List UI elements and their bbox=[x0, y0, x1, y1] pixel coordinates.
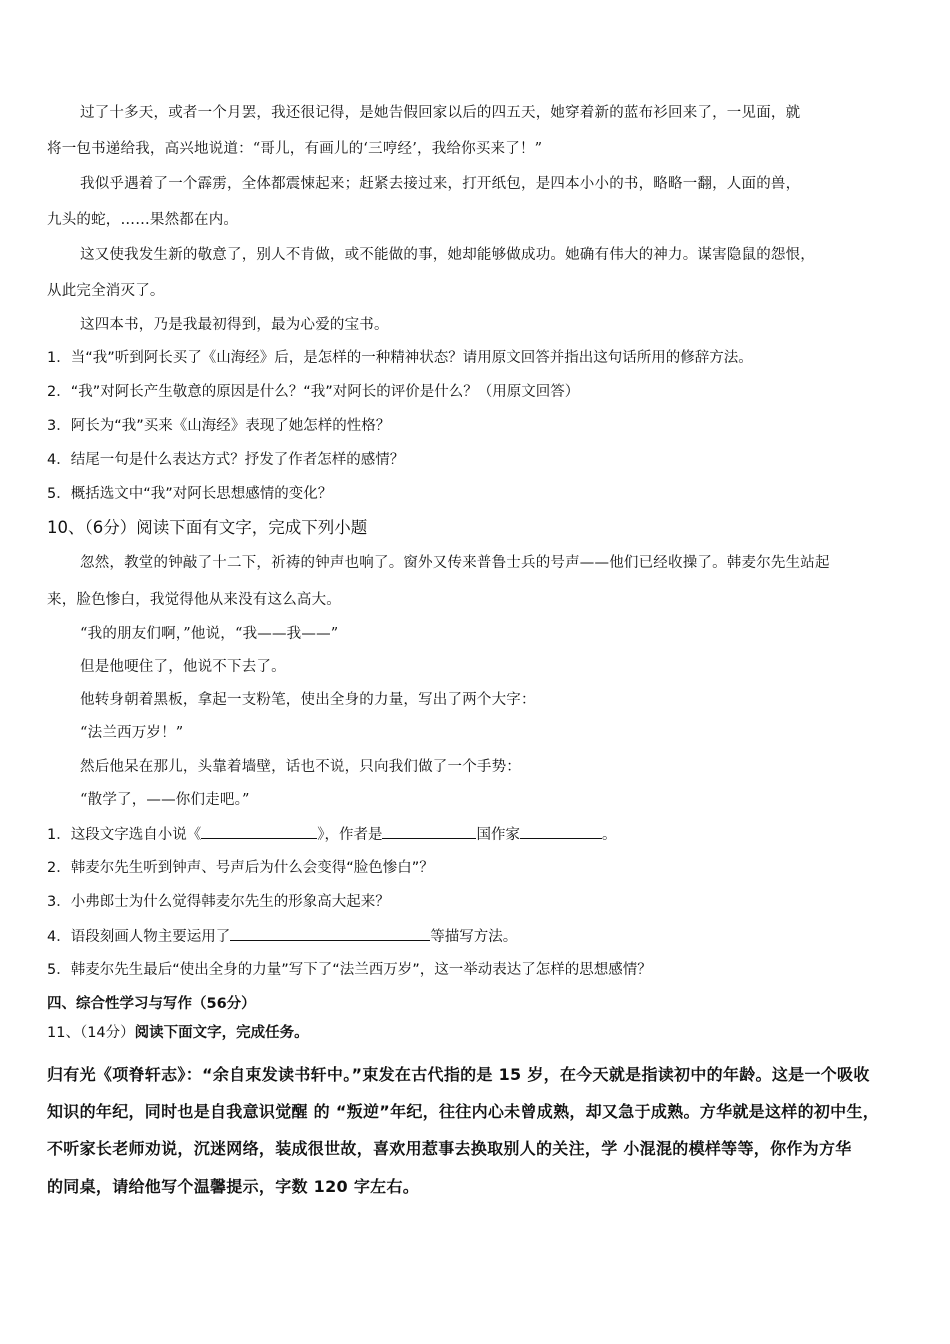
passage1-line: 这又使我发生新的敬意了，别人不肯做，或不能做的事，她却能够做成功。她确有伟大的神力。谋害隐鼠的怨恨， bbox=[80, 247, 815, 263]
passage2-line: 他转身朝着黑板，拿起一支粉笔，使出全身的力量，写出了两个大字： bbox=[80, 692, 536, 708]
question-item: 1．当“我”听到阿长买了《山海经》后，是怎样的一种精神状态？请用原文回答并指出这句话所用的修辞方法。 bbox=[47, 350, 753, 366]
question-item: 2．“我”对阿长产生敬意的原因是什么？“我”对阿长的评价是什么？（用原文回答） bbox=[47, 384, 580, 400]
question-text: 等描写方法。 bbox=[430, 929, 518, 945]
passage1-line: 从此完全消灭了。 bbox=[47, 283, 165, 299]
passage1-line: 我似乎遇着了一个霹雳，全体都震悚起来；赶紧去接过来，打开纸包，是四本小小的书，略略一翻，人面的兽， bbox=[80, 176, 801, 192]
answer-blank[interactable] bbox=[201, 824, 317, 839]
task-line: 归有光《项脊轩志》：“余自束发读书轩中。”束发在古代指的是 15 岁，在今天就是指读初中的年龄。这是一个吸收 bbox=[47, 1065, 870, 1084]
passage1-line: 将一包书递给我，高兴地说道：“哥儿，有画儿的‘三哼经’，我给你买来了！” bbox=[47, 141, 543, 157]
passage2-line: 但是他哽住了，他说不下去了。 bbox=[80, 659, 286, 675]
question-item: 3．小弗郎士为什么觉得韩麦尔先生的形象高大起来？ bbox=[47, 894, 390, 910]
question-item: 4．结尾一句是什么表达方式？抒发了作者怎样的感情？ bbox=[47, 452, 405, 468]
question-11-header bbox=[47, 1023, 309, 1043]
passage1-line: 这四本书，乃是我最初得到，最为心爱的宝书。 bbox=[80, 317, 389, 333]
answer-blank[interactable] bbox=[230, 926, 430, 941]
question-item: 5．韩麦尔先生最后“使出全身的力量”写下了“法兰西万岁”，这一举动表达了怎样的思想感情？ bbox=[47, 962, 652, 978]
question-10-header: 10、（6分）阅读下面有文字，完成下列小题 bbox=[47, 518, 368, 537]
passage2-line: “散学了，——你们走吧。” bbox=[80, 792, 250, 808]
question-item bbox=[47, 824, 616, 845]
passage2-line: “我的朋友们啊，”他说，“我——我——” bbox=[80, 626, 339, 642]
question-text: 》，作者是 bbox=[317, 827, 383, 843]
question-text: 1．这段文字选自小说《 bbox=[47, 827, 202, 843]
task-line: 不听家长老师劝说，沉迷网络，装成很世故，喜欢用惹事去换取别人的关注，学 小混混的模样等等，你作为方华 bbox=[47, 1139, 852, 1158]
passage2-line: 忽然，教堂的钟敲了十二下，祈祷的钟声也响了。窗外又传来普鲁士兵的号声——他们已经收操了。韩麦尔先生站起 bbox=[80, 555, 830, 571]
answer-blank[interactable] bbox=[382, 824, 476, 839]
task-line: 知识的年纪，同时也是自我意识觉醒 的 “叛逆”年纪，往往内心未曾成熟，却又急于成熟。方华就是这样的初中生， bbox=[47, 1102, 880, 1121]
task-line: 的同桌，请给他写个温馨提示，字数 120 字左右。 bbox=[47, 1177, 420, 1196]
passage1-line: 过了十多天，或者一个月罢，我还很记得，是她告假回家以后的四五天，她穿着新的蓝布衫回来了，一见面，就 bbox=[80, 105, 801, 121]
question-item: 2．韩麦尔先生听到钟声、号声后为什么会变得“脸色惨白”？ bbox=[47, 860, 434, 876]
question-text: 。 bbox=[601, 827, 617, 843]
question-number: 11、（14分） bbox=[47, 1025, 135, 1041]
passage2-line: 然后他呆在那儿，头靠着墙壁，话也不说，只向我们做了一个手势： bbox=[80, 759, 521, 775]
question-item: 5．概括选文中“我”对阿长思想感情的变化？ bbox=[47, 486, 333, 502]
question-item: 3．阿长为“我”买来《山海经》表现了她怎样的性格？ bbox=[47, 418, 391, 434]
passage2-line: “法兰西万岁！” bbox=[80, 725, 184, 741]
passage1-line: 九头的蛇，……果然都在内。 bbox=[47, 212, 239, 228]
passage2-line: 来，脸色惨白，我觉得他从来没有这么高大。 bbox=[47, 592, 341, 608]
section-title: 四、综合性学习与写作（56分） bbox=[47, 996, 256, 1012]
question-title: 阅读下面文字，完成任务。 bbox=[134, 1025, 309, 1041]
question-item bbox=[47, 926, 517, 947]
answer-blank[interactable] bbox=[520, 824, 602, 839]
question-text: 4．语段刻画人物主要运用了 bbox=[47, 929, 231, 945]
question-text: 国作家 bbox=[476, 827, 520, 843]
